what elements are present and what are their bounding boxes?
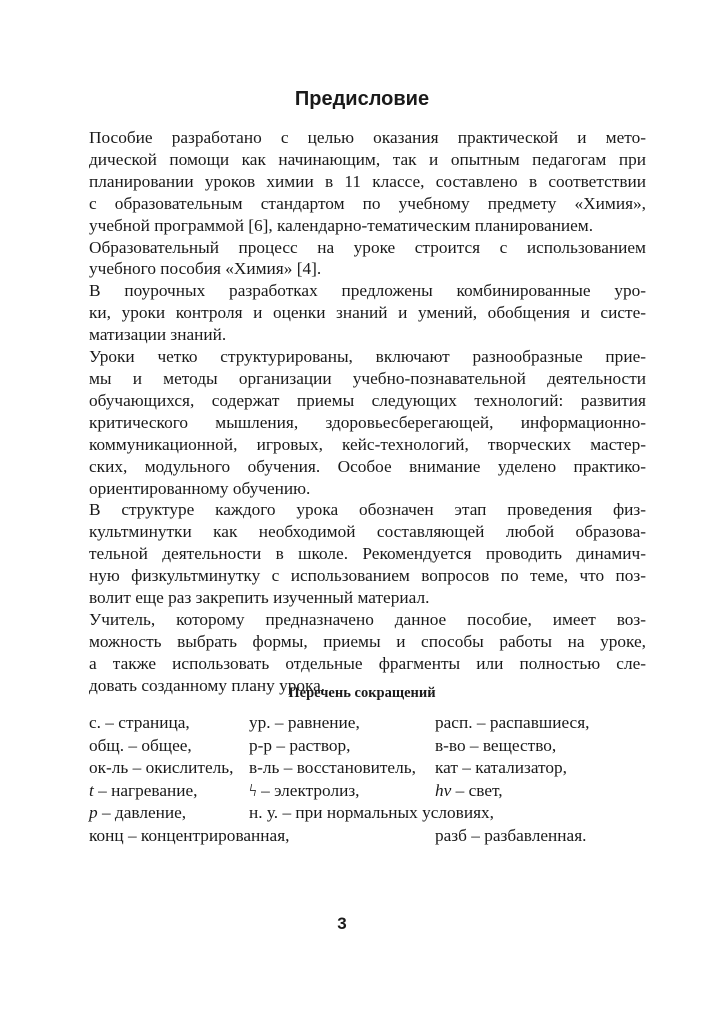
text-line: культминутки как необходимой составляющей любой образова-	[89, 522, 646, 542]
text-line: дической помощи как начинающим, так и опытным педагогам при	[89, 149, 646, 169]
abbreviation-entry: ок-ль – окислитель,	[89, 758, 234, 778]
abbreviation-entry: н. у. – при нормальных условиях,	[249, 803, 494, 823]
text-line: а также использовать отдельные фрагменты или полностью сле-	[89, 653, 646, 673]
text-line: можность выбрать формы, приемы и способы работы на уроке,	[89, 631, 646, 651]
abbreviation-entry: расп. – распавшиеся,	[435, 713, 590, 732]
text-line: ских, модульного обучения. Особое внимание уделено практико-	[89, 456, 646, 476]
paragraph	[89, 237, 646, 281]
abbreviation-entry: с. – страница,	[89, 713, 190, 732]
text-line: мы и методы организации учебно-познавательной деятельности	[89, 368, 646, 388]
text-line: критического мышления, здоровьесберегающей, информационно-	[89, 412, 646, 432]
text-line: В поурочных разработках предложены комбинированные уро-	[89, 281, 646, 301]
abbreviation-row	[89, 757, 629, 780]
page-number: 3	[337, 914, 347, 933]
text-line: Образовательный процесс на уроке строится с использованием	[89, 237, 646, 257]
abbreviation-row	[89, 825, 629, 848]
text-line: Уроки четко структурированы, включают разнообразные прие-	[89, 347, 646, 367]
text-line: с образовательным стандартом по учебному предмету «Химия»,	[89, 193, 646, 213]
abbreviation-entry: ур. – равнение,	[249, 713, 360, 732]
text-line: ориентированному обучению.	[89, 478, 311, 498]
abbreviations-title: Перечень сокращений	[288, 685, 436, 701]
paragraph	[89, 499, 646, 609]
abbreviation-entry: в-во – вещество,	[435, 735, 557, 755]
abbreviation-entry: разб – разбавленная.	[435, 825, 587, 845]
abbreviation-entry: hv – свет,	[435, 780, 503, 800]
text-line: тельной деятельности в школе. Рекомендуется проводить динамич-	[89, 544, 646, 564]
page-title: Предисловие	[294, 88, 430, 110]
text-line: ки, уроки контроля и оценки знаний и умений, обобщения и систе-	[89, 303, 646, 323]
abbreviation-row	[89, 802, 629, 825]
text-line: довать созданному плану урока.	[89, 675, 326, 695]
abbreviation-row	[89, 780, 629, 803]
abbreviation-row	[89, 712, 629, 735]
abbreviation-entry: р-р – раствор,	[249, 735, 351, 755]
text-line: учебного пособия «Химия» [4].	[89, 259, 322, 279]
preface-body	[89, 127, 646, 697]
text-line: планировании уроков химии в 11 классе, составлено в соответствии	[89, 171, 646, 191]
text-line: коммуникационной, игровых, кейс-технологий, творческих мастер-	[89, 434, 646, 454]
text-line: матизации знаний.	[89, 325, 227, 345]
text-line: В структуре каждого урока обозначен этап проведения физ-	[89, 500, 646, 520]
abbreviation-entry: кат – катализатор,	[435, 758, 567, 778]
abbreviations-list	[89, 712, 629, 848]
abbreviation-entry: ϟ – электролиз,	[249, 780, 360, 800]
paragraph	[89, 609, 646, 697]
abbreviation-entry: в-ль – восстановитель,	[249, 758, 416, 778]
text-line: ную физкультминутку с использованием вопросов по теме, что поз-	[89, 566, 646, 586]
abbreviation-entry: t – нагревание,	[89, 780, 198, 800]
text-line: волит еще раз закрепить изученный материал.	[89, 588, 430, 608]
text-line: учебной программой [6], календарно-тематическим планированием.	[89, 215, 594, 235]
text-line: Пособие разработано с целью оказания практической и мето-	[89, 128, 646, 147]
paragraph	[89, 127, 646, 237]
text-line: Учитель, которому предназначено данное пособие, имеет воз-	[89, 609, 646, 629]
paragraph	[89, 280, 646, 346]
abbreviation-entry: p – давление,	[89, 803, 187, 823]
paragraph	[89, 346, 646, 499]
abbreviation-entry: общ. – общее,	[89, 735, 192, 755]
abbreviation-row	[89, 735, 629, 758]
text-line: обучающихся, содержат приемы следующих технологий: развития	[89, 390, 646, 410]
abbreviation-entry: конц – концентрированная,	[89, 825, 290, 845]
